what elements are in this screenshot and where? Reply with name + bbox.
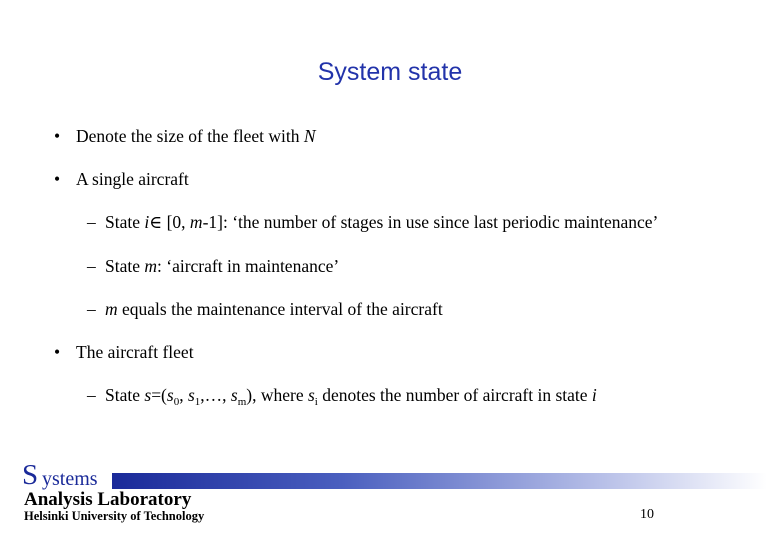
text-part: ,…, — [200, 385, 231, 405]
subscript: 1 — [194, 396, 201, 408]
text-part: ), where — [246, 385, 308, 405]
variable-n: N — [303, 126, 316, 146]
text-part: [0, — [162, 212, 190, 232]
variable-m: m — [144, 256, 158, 276]
bullet-marker: • — [54, 126, 61, 146]
variable-s1: s — [187, 385, 195, 405]
sub-bullet-state-i — [105, 212, 658, 233]
variable-sm: s — [230, 385, 238, 405]
variable-i: i — [591, 385, 597, 405]
text-part: : ‘aircraft in maintenance’ — [157, 256, 340, 276]
logo-university: Helsinki University of Technology — [24, 509, 205, 523]
text-part: denotes the number of aircraft in state — [317, 385, 592, 405]
sub-bullet-marker: – — [87, 385, 96, 405]
variable-m: m — [189, 212, 203, 232]
element-of-symbol: ∈ — [149, 212, 163, 232]
bullet-single-aircraft: A single aircraft — [76, 169, 189, 189]
slide-title: System state — [317, 58, 463, 86]
variable-s: s — [144, 385, 152, 405]
logo-gradient-bar — [112, 473, 767, 489]
subscript: 0 — [173, 396, 180, 408]
text-part: , — [179, 385, 188, 405]
text-part: -1]: ‘the number of stages in use since last periodic maintenance’ — [202, 212, 659, 232]
variable-m: m — [105, 299, 118, 319]
sub-bullet-marker: – — [87, 212, 96, 232]
text-part: =( — [151, 385, 167, 405]
text-part: State — [105, 256, 145, 276]
subscript: i — [314, 396, 318, 408]
bullet-marker: • — [54, 169, 61, 189]
subscript: m — [237, 396, 247, 408]
sub-bullet-marker: – — [87, 256, 96, 276]
variable-i: i — [144, 212, 150, 232]
text-part: State — [105, 212, 145, 232]
text-part: State — [105, 385, 145, 405]
sub-bullet-m-interval — [105, 299, 443, 320]
bullet-fleet-size — [76, 126, 316, 147]
bullet-aircraft-fleet: The aircraft fleet — [76, 342, 194, 362]
sub-bullet-fleet-state — [105, 385, 597, 406]
logo-initial: S — [22, 459, 39, 491]
logo-analysis-laboratory: Analysis Laboratory — [24, 489, 192, 510]
bullet-marker: • — [54, 342, 61, 362]
bullet-text: Denote the size of the fleet with — [76, 126, 304, 146]
text-part: equals the maintenance interval of the aircraft — [117, 299, 443, 319]
sub-bullet-state-m — [105, 256, 339, 277]
variable-si: s — [307, 385, 315, 405]
page-number: 10 — [640, 507, 654, 522]
logo-systems: ystems — [42, 468, 98, 490]
sub-bullet-marker: – — [87, 299, 96, 319]
variable-s0: s — [166, 385, 174, 405]
